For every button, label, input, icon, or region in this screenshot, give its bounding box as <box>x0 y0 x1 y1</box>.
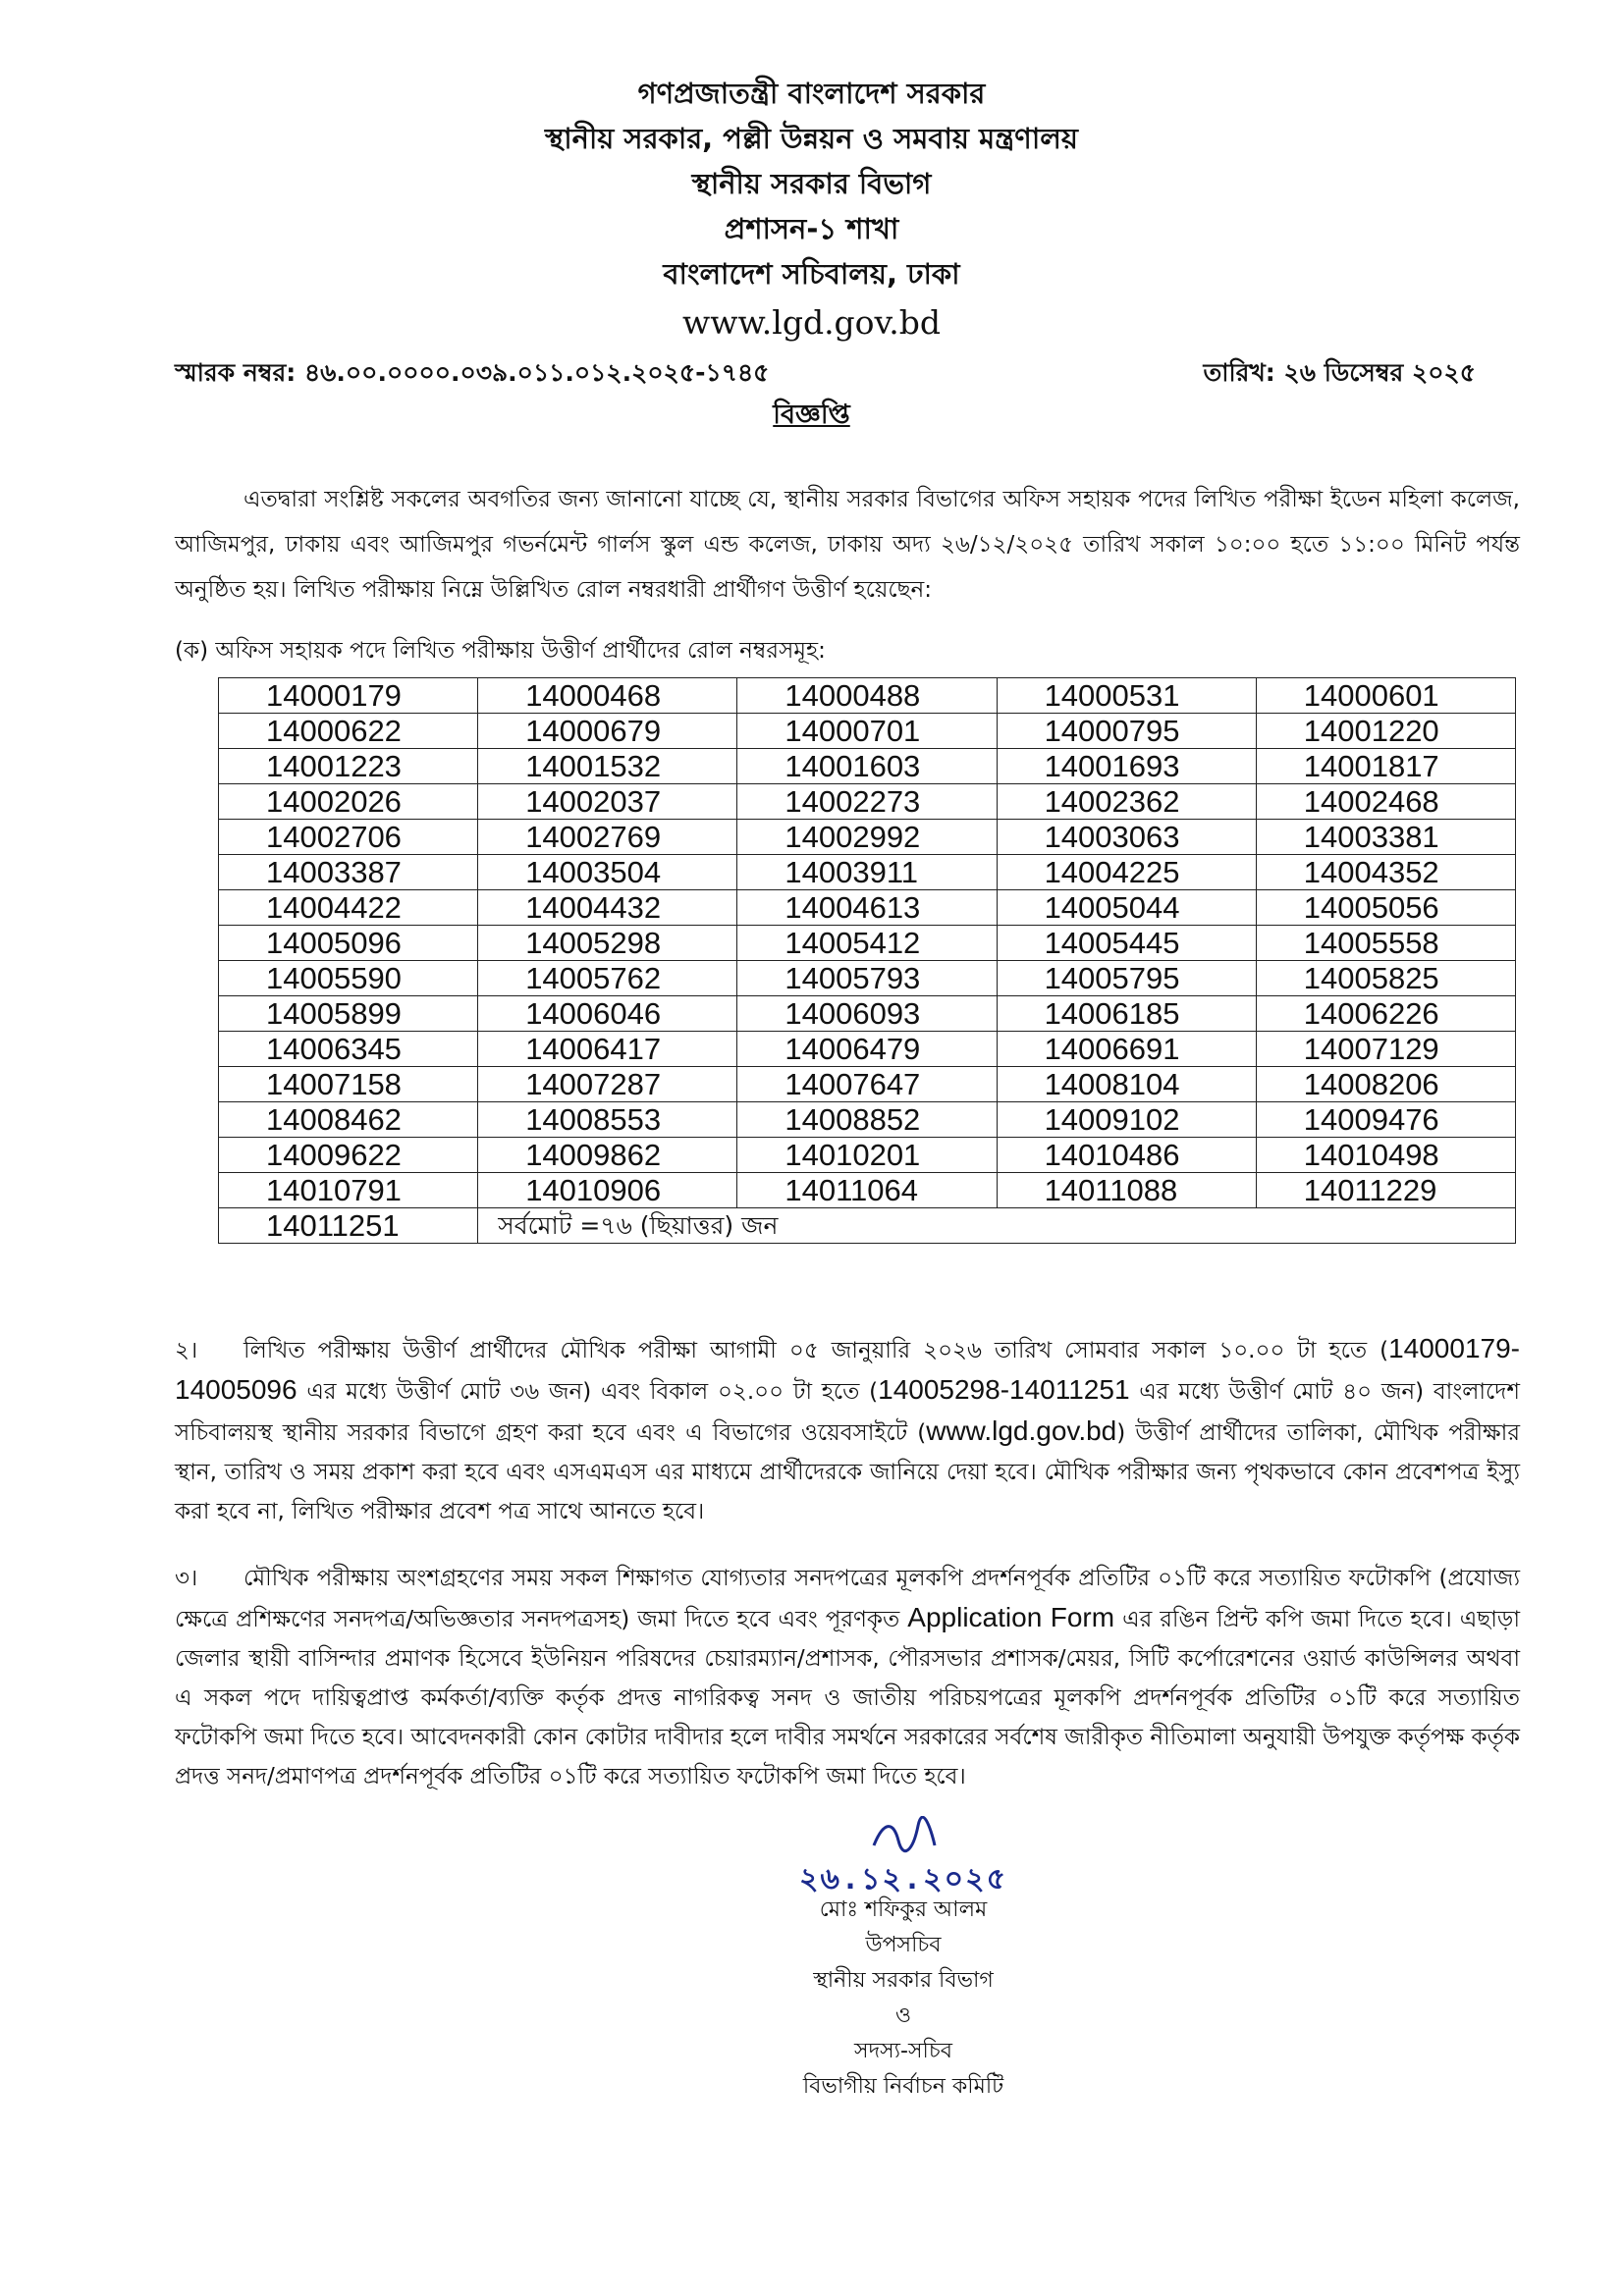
roll-number-cell: 14003381 <box>1256 820 1515 855</box>
roll-number-cell: 14004352 <box>1256 855 1515 890</box>
branch-name: প্রশাসন-১ শাখা <box>724 212 899 245</box>
signatory-role: সদস্য-সচিব <box>854 2039 952 2063</box>
table-row <box>219 749 1516 784</box>
table-row <box>219 961 1516 996</box>
roll-number-cell: 14000795 <box>997 714 1256 749</box>
roll-number-cell: 14009622 <box>219 1138 478 1173</box>
roll-number-cell: 14010791 <box>219 1173 478 1208</box>
roll-number-cell: 14011229 <box>1256 1173 1515 1208</box>
table-row <box>219 855 1516 890</box>
roll-number-cell: 14005793 <box>737 961 997 996</box>
table-row <box>219 996 1516 1032</box>
application-form-text: Application Form <box>907 1602 1115 1632</box>
roll-number-table <box>218 677 1516 1244</box>
roll-number-cell: 14010498 <box>1256 1138 1515 1173</box>
roll-number-cell: 14002706 <box>219 820 478 855</box>
roll-number-cell: 14001693 <box>997 749 1256 784</box>
roll-number-cell: 14007129 <box>1256 1032 1515 1067</box>
roll-number-cell: 14008462 <box>219 1102 478 1138</box>
roll-number-cell: 14000701 <box>737 714 997 749</box>
paragraph-3: ৩। মৌখিক পরীক্ষায় অংশগ্রহণের সময় সকল শিক্ষাগত যোগ্যতার সনদপত্রের মূলকপি প্রদর্শনপূর্বক প্রতিটির ০১টি করে সত্যায়িত ফটোকপি (প্রযোজ্য ক্ষেত্রে প্রশিক্ষণের সনদপত্র/অভিজ্ঞতার সনদপত্রসহ) জমা দিতে হবে এবং পূরণকৃত Application Form এর রঙিন প্রিন্ট কপি জমা দিতে হবে। এছাড়া জেলার স্থায়ী বাসিন্দার প্রমাণক হিসেবে ইউনিয়ন পরিষদের চেয়ারম্যান/প্রশাসক, পৌরসভার প্রশাসক/মেয়র, সিটি কর্পোরেশনের ওয়ার্ড কাউন্সিলর অথবা এ সকল পদে দায়িত্বপ্রাপ্ত কর্মকর্তা/ব্যক্তি কর্তৃক প্রদত্ত নাগরিকত্ব সনদ ও জাতীয় পরিচয়পত্রের মূলকপি প্রদর্শনপূর্বক প্রতিটির ০১টি করে সত্যায়িত ফটোকপি জমা দিতে হবে। আবেদনকারী কোন কোটার দাবীদার হলে দাবীর সমর্থনে সরকারের সর্বশেষ জারীকৃত নীতিমালা অনুযায়ী উপযুক্ত কর্তৃপক্ষ কর্তৃক প্রদত্ত সনদ/প্রমাণপত্র প্রদর্শনপূর্বক প্রতিটির ০১টি করে সত্যায়িত ফটোকপি জমা দিতে হবে। <box>175 1559 1520 1796</box>
roll-number-cell: 14001532 <box>478 749 737 784</box>
roll-number-cell: 14004432 <box>478 890 737 926</box>
roll-number-cell: 14000468 <box>478 678 737 714</box>
roll-number-cell: 14002026 <box>219 784 478 820</box>
roll-number-cell: 14005056 <box>1256 890 1515 926</box>
signatory-name: মোঃ শফিকুর আলম <box>819 1897 988 1922</box>
roll-number-cell: 14004613 <box>737 890 997 926</box>
website-link[interactable]: www.lgd.gov.bd <box>681 303 942 342</box>
roll-number-cell: 14006226 <box>1256 996 1515 1032</box>
table-row <box>219 926 1516 961</box>
roll-number-cell: 14002468 <box>1256 784 1515 820</box>
roll-number-cell: 14006185 <box>997 996 1256 1032</box>
signature-date: ২৬.১২.২০২৫ <box>798 1862 1008 1896</box>
roll-number-cell: 14001817 <box>1256 749 1515 784</box>
total-count: সর্বমোট =৭৬ (ছিয়াত্তর) জন <box>478 1208 1516 1244</box>
roll-number-cell: 14003911 <box>737 855 997 890</box>
roll-number-cell: 14008553 <box>478 1102 737 1138</box>
website-link-inline[interactable]: www.lgd.gov.bd <box>926 1415 1117 1446</box>
table-row <box>219 714 1516 749</box>
signatory-designation: উপসচিব <box>865 1933 942 1957</box>
division-name: স্থানীয় সরকার বিভাগ <box>691 167 932 200</box>
roll-number-cell: 14000179 <box>219 678 478 714</box>
paragraph-2: ২। লিখিত পরীক্ষায় উত্তীর্ণ প্রার্থীদের মৌখিক পরীক্ষা আগামী ০৫ জানুয়ারি ২০২৬ তারিখ সোমবার সকাল ১০.০০ টা হতে (14000179-14005096 এর মধ্যে উত্তীর্ণ মোট ৩৬ জন) এবং বিকাল ০২.০০ টা হতে (14005298-14011251 এর মধ্যে উত্তীর্ণ মোট ৪০ জন) বাংলাদেশ সচিবালয়স্থ স্থানীয় সরকার বিভাগে গ্রহণ করা হবে এবং এ বিভাগের ওয়েবসাইটে (www.lgd.gov.bd) উত্তীর্ণ প্রার্থীদের তালিকা, মৌখিক পরীক্ষার স্থান, তারিখ ও সময় প্রকাশ করা হবে এবং এসএমএস এর মাধ্যমে প্রার্থীদেরকে জানিয়ে দেয়া হবে। মৌখিক পরীক্ষার জন্য পৃথকভাবে কোন প্রবেশপত্র ইস্যু করা হবে না, লিখিত পরীক্ষার প্রবেশ পত্র সাথে আনতে হবে। <box>175 1333 1520 1524</box>
handwritten-signature <box>687 1816 1119 1855</box>
roll-number-cell: 14009102 <box>997 1102 1256 1138</box>
roll-number-cell: 14008104 <box>997 1067 1256 1102</box>
roll-number-cell: 14001603 <box>737 749 997 784</box>
roll-number-cell: 14005825 <box>1256 961 1515 996</box>
roll-number-cell: 14010486 <box>997 1138 1256 1173</box>
roll-number-cell: 14006479 <box>737 1032 997 1067</box>
roll-number-cell: 14000622 <box>219 714 478 749</box>
roll-number-cell: 14001223 <box>219 749 478 784</box>
roll-number-cell: 14010906 <box>478 1173 737 1208</box>
roll-number-cell: 14005590 <box>219 961 478 996</box>
roll-number-cell: 14000601 <box>1256 678 1515 714</box>
roll-number-cell: 14005412 <box>737 926 997 961</box>
roll-number-cell: 14002992 <box>737 820 997 855</box>
roll-number-cell: 14002362 <box>997 784 1256 820</box>
roll-number-cell: 14004225 <box>997 855 1256 890</box>
roll-range-morning: 14000179-14005096 <box>175 1333 1520 1405</box>
roll-list-heading: (ক) অফিস সহায়ক পদে লিখিত পরীক্ষায় উত্তীর্ণ প্রার্থীদের রোল নম্বরসমূহ: <box>175 638 826 664</box>
roll-number-cell: 14009862 <box>478 1138 737 1173</box>
roll-number-cell: 14006093 <box>737 996 997 1032</box>
roll-number-cell: 14006046 <box>478 996 737 1032</box>
roll-number-cell: 14000531 <box>997 678 1256 714</box>
roll-number-cell: 14005044 <box>997 890 1256 926</box>
table-row <box>219 1032 1516 1067</box>
roll-number-cell: 14003387 <box>219 855 478 890</box>
roll-number-cell: 14003504 <box>478 855 737 890</box>
roll-number-cell: 14007647 <box>737 1067 997 1102</box>
paragraph-number: ৩। <box>175 1566 198 1591</box>
table-row <box>219 820 1516 855</box>
roll-number-cell: 14002273 <box>737 784 997 820</box>
roll-number-cell: 14011064 <box>737 1173 997 1208</box>
signatory-conjunction: ও <box>894 2003 912 2028</box>
roll-number-cell: 14005096 <box>219 926 478 961</box>
roll-number-cell: 14005558 <box>1256 926 1515 961</box>
roll-number-cell: 14011251 <box>219 1208 478 1244</box>
roll-number-cell: 14006417 <box>478 1032 737 1067</box>
roll-range-afternoon: 14005298-14011251 <box>878 1374 1130 1405</box>
table-row <box>219 1173 1516 1208</box>
roll-number-cell: 14008852 <box>737 1102 997 1138</box>
signature-scribble <box>864 1816 943 1855</box>
roll-number-cell: 14011088 <box>997 1173 1256 1208</box>
roll-number-cell: 14006345 <box>219 1032 478 1067</box>
roll-number-cell: 14006691 <box>997 1032 1256 1067</box>
signature-block <box>687 1816 1119 2105</box>
government-name: গণপ্রজাতন্ত্রী বাংলাদেশ সরকার <box>637 77 986 110</box>
table-row <box>219 1102 1516 1138</box>
table-row <box>219 1138 1516 1173</box>
table-row <box>219 1208 1516 1244</box>
office-address: বাংলাদেশ সচিবালয়, ঢাকা <box>663 257 960 291</box>
memo-number: স্মারক নম্বর: ৪৬.০০.০০০০.০৩৯.০১১.০১২.২০২৫-১৭৪৫ <box>175 358 770 387</box>
signatory-committee: বিভাগীয় নির্বাচন কমিটি <box>802 2074 1004 2099</box>
notice-title: বিজ্ঞপ্তি <box>773 400 850 430</box>
roll-number-cell: 14005795 <box>997 961 1256 996</box>
roll-number-cell: 14007158 <box>219 1067 478 1102</box>
roll-number-cell: 14008206 <box>1256 1067 1515 1102</box>
roll-number-cell: 14002037 <box>478 784 737 820</box>
ministry-name: স্থানীয় সরকার, পল্লী উন্নয়ন ও সমবায় মন্ত্রণালয় <box>545 122 1078 155</box>
roll-number-cell: 14001220 <box>1256 714 1515 749</box>
roll-number-cell: 14005762 <box>478 961 737 996</box>
roll-number-cell: 14000679 <box>478 714 737 749</box>
roll-number-cell: 14005298 <box>478 926 737 961</box>
roll-number-cell: 14009476 <box>1256 1102 1515 1138</box>
letterhead <box>0 71 1623 349</box>
table-row <box>219 784 1516 820</box>
roll-number-cell: 14002769 <box>478 820 737 855</box>
roll-number-cell: 14005445 <box>997 926 1256 961</box>
table-row <box>219 1067 1516 1102</box>
signatory-office: স্থানীয় সরকার বিভাগ <box>813 1968 994 1993</box>
table-row <box>219 890 1516 926</box>
roll-number-cell: 14007287 <box>478 1067 737 1102</box>
roll-number-cell: 14004422 <box>219 890 478 926</box>
roll-number-cell: 14000488 <box>737 678 997 714</box>
table-row <box>219 678 1516 714</box>
roll-number-cell: 14010201 <box>737 1138 997 1173</box>
paragraph-number: ২। <box>175 1338 198 1363</box>
intro-paragraph: এতদ্বারা সংশ্লিষ্ট সকলের অবগতির জন্য জানানো যাচ্ছে যে, স্থানীয় সরকার বিভাগের অফিস সহায়ক পদের লিখিত পরীক্ষা ইডেন মহিলা কলেজ, আজিমপুর, ঢাকায় এবং আজিমপুর গভর্নমেন্ট গার্লস স্কুল এন্ড কলেজ, ঢাকায় অদ্য ২৬/১২/২০২৫ তারিখ সকাল ১০:০০ হতে ১১:০০ মিনিট পর্যন্ত অনুষ্ঠিত হয়। লিখিত পরীক্ষায় নিম্নে উল্লিখিত রোল নম্বরধারী প্রার্থীগণ উত্তীর্ণ হয়েছেন: <box>175 487 1520 603</box>
roll-number-cell: 14005899 <box>219 996 478 1032</box>
roll-number-cell: 14003063 <box>997 820 1256 855</box>
issue-date: তারিখ: ২৬ ডিসেম্বর ২০২৫ <box>1203 358 1476 387</box>
